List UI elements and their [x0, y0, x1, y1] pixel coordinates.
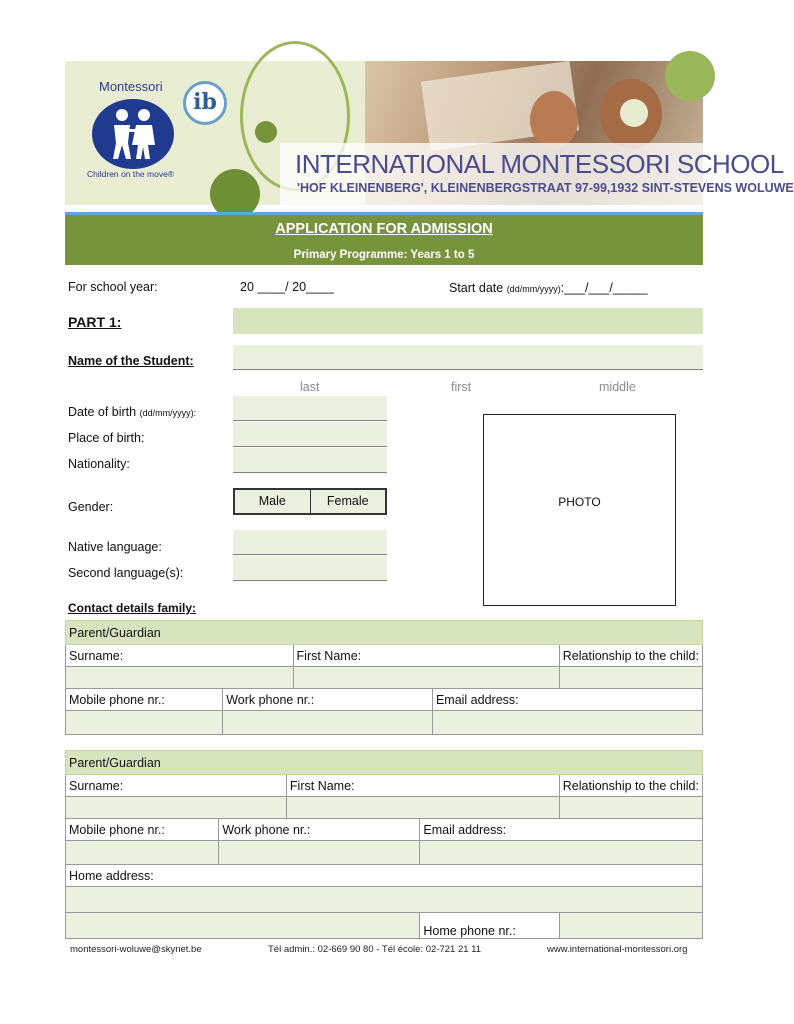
nationality-label: Nationality:	[68, 457, 130, 471]
guardian-1-mobile-input[interactable]	[66, 711, 223, 735]
children-logo-icon	[92, 99, 174, 169]
place-of-birth-input[interactable]	[233, 422, 387, 447]
guardian-2-mobile-input[interactable]	[66, 841, 219, 865]
part1-heading: PART 1:	[68, 314, 122, 330]
home-phone-input[interactable]	[559, 913, 702, 939]
guardian-2-first-name-label: First Name:	[286, 775, 559, 797]
place-of-birth-label: Place of birth:	[68, 431, 145, 445]
guardian-2-work-label: Work phone nr.:	[219, 819, 420, 841]
start-date[interactable]	[449, 281, 648, 295]
native-language-input[interactable]	[233, 530, 387, 555]
guardian-2-relationship-label: Relationship to the child:	[559, 775, 702, 797]
guardian-2-surname-label: Surname:	[66, 775, 287, 797]
guardian-1-surname-input[interactable]	[66, 667, 294, 689]
start-date-label: Start date	[449, 281, 504, 295]
dob-input[interactable]	[233, 396, 387, 421]
school-banner	[65, 61, 794, 205]
guardian-2-work-input[interactable]	[219, 841, 420, 865]
contact-heading: Contact details family:	[68, 601, 197, 615]
guardian-2-email-label: Email address:	[420, 819, 703, 841]
home-phone-label: Home phone nr.:	[420, 913, 559, 939]
form-title: APPLICATION FOR ADMISSION	[275, 221, 493, 237]
name-col-middle: middle	[599, 380, 636, 394]
home-address-label: Home address:	[66, 865, 703, 887]
guardian-2-section-label: Parent/Guardian	[66, 751, 703, 775]
student-name-input[interactable]	[233, 345, 703, 370]
gender-label: Gender:	[68, 500, 114, 514]
name-col-first: first	[451, 380, 472, 394]
footer-email[interactable]: montessori-woluwe@skynet.be	[70, 944, 202, 955]
photo-label: PHOTO	[558, 495, 601, 509]
guardian-1-mobile-label: Mobile phone nr.:	[66, 689, 223, 711]
school-name: INTERNATIONAL MONTESSORI SCHOOL	[295, 149, 784, 179]
guardian-2-table	[65, 750, 703, 939]
form-subtitle: Primary Programme: Years 1 to 5	[293, 249, 475, 261]
montessori-label: Montessori	[99, 79, 163, 94]
second-language-label: Second language(s):	[68, 566, 184, 580]
native-language-label: Native language:	[68, 540, 162, 554]
gender-female-option[interactable]: Female	[326, 494, 369, 508]
dob-label: Date of birth (dd/mm/yyyy):	[68, 405, 197, 419]
guardian-1-work-label: Work phone nr.:	[223, 689, 433, 711]
school-year-field[interactable]: 20 ____/ 20____	[240, 280, 334, 294]
home-address-input-line-2[interactable]	[66, 913, 420, 939]
school-address: 'HOF KLEINENBERG', KLEINENBERGSTRAAT 97-99,1932 SINT-STEVENS WOLUWE	[297, 181, 794, 195]
guardian-1-surname-label: Surname:	[66, 645, 294, 667]
name-col-last: last	[300, 380, 320, 394]
guardian-2-first-name-input[interactable]	[286, 797, 559, 819]
guardian-1-email-label: Email address:	[432, 689, 702, 711]
student-name-label: Name of the Student:	[68, 354, 194, 368]
guardian-1-work-input[interactable]	[223, 711, 433, 735]
home-address-input[interactable]	[66, 887, 703, 913]
guardian-2-relationship-input[interactable]	[559, 797, 702, 819]
footer-website[interactable]: www.international-montessori.org	[547, 944, 688, 955]
guardian-1-relationship-input[interactable]	[559, 667, 702, 689]
guardian-1-first-name-input[interactable]	[293, 667, 559, 689]
ib-logo: ib	[183, 81, 227, 125]
guardian-1-table	[65, 620, 703, 735]
guardian-1-relationship-label: Relationship to the child:	[559, 645, 702, 667]
guardian-1-first-name-label: First Name:	[293, 645, 559, 667]
montessori-tagline: Children on the move®	[87, 169, 175, 179]
start-date-blank: :___/___/_____	[560, 281, 648, 295]
start-date-format: (dd/mm/yyyy)	[506, 284, 561, 294]
guardian-1-section-label: Parent/Guardian	[66, 621, 703, 645]
gender-selector	[233, 488, 387, 515]
montessori-logo	[92, 99, 174, 169]
footer-phones: Tél admin.: 02-669 90 80 - Tél école: 02-721 21 11	[268, 944, 482, 955]
form-title-bar	[65, 215, 703, 265]
gender-male-option[interactable]: Male	[235, 490, 311, 513]
school-year-label: For school year:	[68, 280, 158, 294]
guardian-2-surname-input[interactable]	[66, 797, 287, 819]
guardian-2-email-input[interactable]	[420, 841, 703, 865]
second-language-input[interactable]	[233, 556, 387, 581]
guardian-1-email-input[interactable]	[432, 711, 702, 735]
nationality-input[interactable]	[233, 448, 387, 473]
guardian-2-mobile-label: Mobile phone nr.:	[66, 819, 219, 841]
photo-box[interactable]	[483, 414, 676, 606]
